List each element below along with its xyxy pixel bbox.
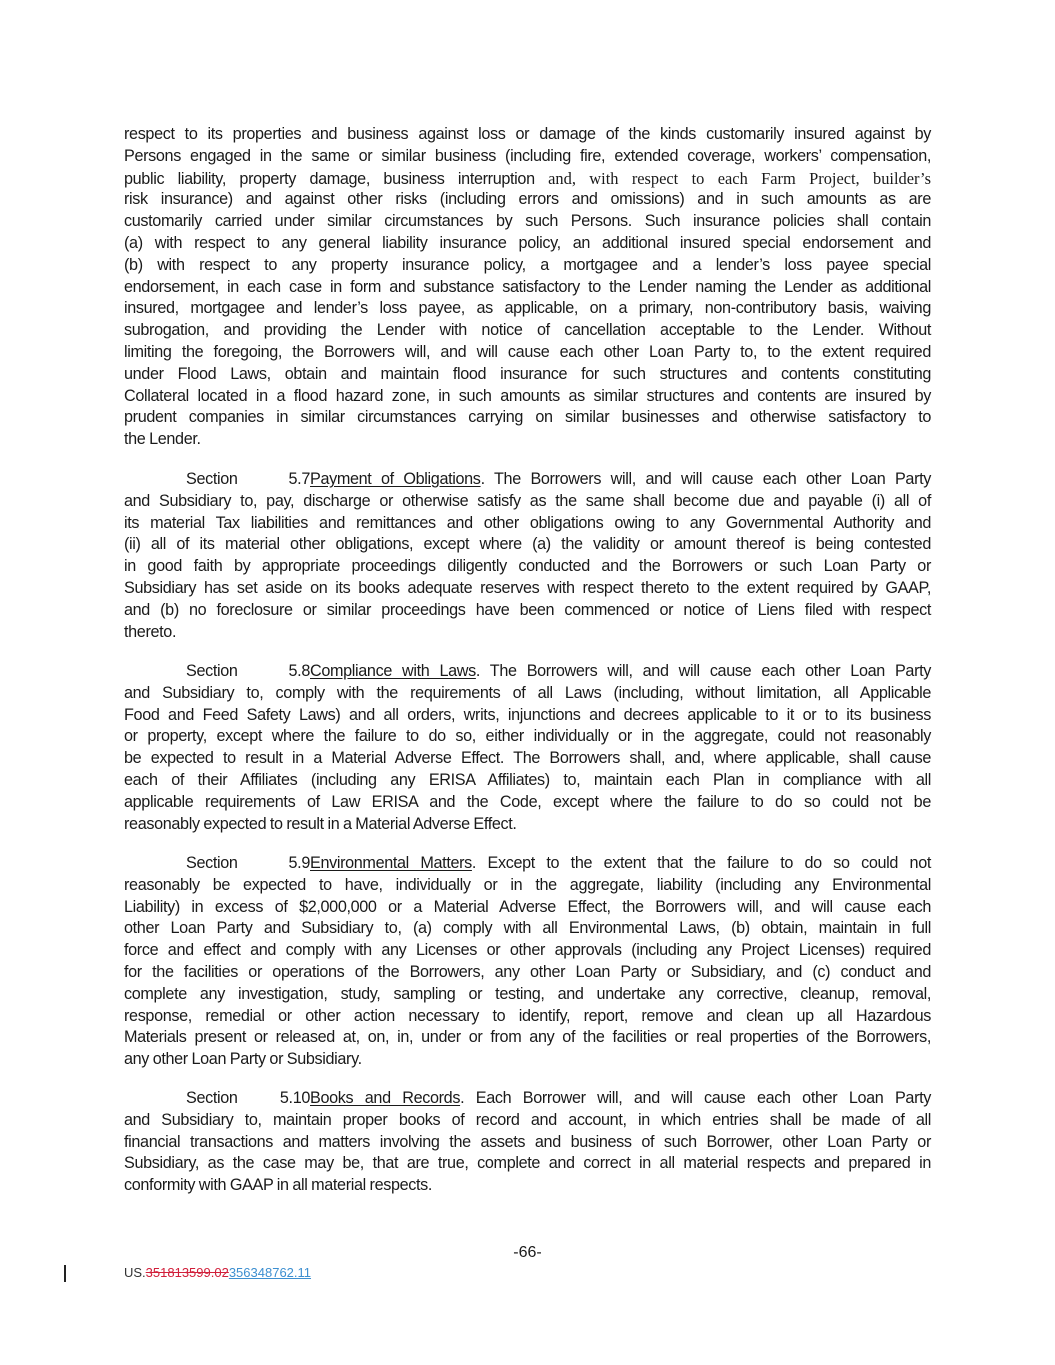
- text-line: Liability) in excess of $2,000,000 or a Material Adverse Effect, the Borrowers will, and will cause each: [124, 897, 931, 916]
- paragraph-insurance-continuation: [124, 124, 931, 451]
- text-line: force and effect and comply with any Licenses or other approvals (including any Project Licenses) required: [124, 941, 931, 960]
- text-line: financial transactions and matters involving the assets and business of such Borrower, other Loan Party or: [124, 1132, 931, 1151]
- section-number: Section 5.8: [186, 662, 310, 680]
- text-line: customarily carried under similar circumstances by such Persons. Such insurance policies shall contain: [124, 212, 931, 231]
- section-first-line: [124, 853, 931, 875]
- text-line: Food and Feed Safety Laws) and all orders, writs, injunctions and decrees applicable to it or to its business: [124, 705, 931, 724]
- section-first-line: [124, 661, 931, 683]
- text-line: insured, mortgagee and lender’s loss payee, as applicable, on a primary, non-contributory basis, waiving: [124, 299, 931, 318]
- text-line: or property, except where the failure to do so, either individually or in the aggregate, could not reasonably: [124, 727, 931, 746]
- section-number: Section 5.9: [186, 854, 310, 872]
- text-segment: public liability, property damage, business interruption: [124, 169, 549, 188]
- text-line: be expected to result in a Material Adverse Effect. The Borrowers shall, and, where applicable, shall cause: [124, 749, 931, 768]
- section-first-line: [124, 469, 931, 491]
- text-line: other Loan Party and Subsidiary to, (a) comply with all Environmental Laws, (b) obtain, maintain in full: [124, 919, 931, 938]
- document-id-prefix: US.: [124, 1265, 146, 1280]
- text-line: (a) with respect to any general liability insurance policy, an additional insured special endorsement and: [124, 233, 931, 252]
- section-5-9: [124, 853, 931, 1071]
- document-id-deleted: 351813599.02: [145, 1265, 229, 1280]
- section-5-7: [124, 469, 931, 643]
- document-id: [124, 1265, 311, 1280]
- text-line: and Subsidiary to, comply with the requirements of all Laws (including, without limitation, all Applicable: [124, 683, 931, 702]
- text-line: Subsidiary, as the case may be, that are true, complete and correct in all material respects and prepared in: [124, 1154, 931, 1173]
- text-line: prudent companies in similar circumstances carrying on similar businesses and otherwise satisfactory to: [124, 408, 931, 427]
- text-line: complete any investigation, study, sampling or testing, and undertake any corrective, cleanup, removal,: [124, 984, 931, 1003]
- section-first-line: [124, 1088, 931, 1110]
- text-line: respect to its properties and business against loss or damage of the kinds customarily insured against by: [124, 125, 931, 143]
- text-line: any other Loan Party or Subsidiary.: [124, 1050, 362, 1069]
- text-line: and (b) no foreclosure or similar proceedings have been commenced or notice of Liens filed with respect: [124, 600, 931, 619]
- text-line: (ii) all of its material other obligations, except where (a) the validity or amount thereof is being contested: [124, 535, 931, 554]
- text-line: (b) with respect to any property insurance policy, a mortgagee and a lender’s loss payee special: [124, 255, 931, 274]
- section-text: . Except to the extent that the failure to do so could not: [471, 854, 931, 872]
- section-heading: Books and Records: [310, 1089, 461, 1107]
- document-id-inserted: 356348762.11: [228, 1265, 312, 1280]
- text-line: subrogation, and providing the Lender with notice of cancellation acceptable to the Lender. Without: [124, 321, 931, 340]
- section-5-10: [124, 1088, 931, 1197]
- text-line: reasonably expected to result in a Material Adverse Effect.: [124, 814, 517, 833]
- text-line: and Subsidiary to, maintain proper books of record and account, in which entries shall be made of all: [124, 1110, 931, 1129]
- section-heading: Compliance with Laws: [310, 662, 476, 680]
- text-line: under Flood Laws, obtain and maintain flood insurance for such structures and contents constituting: [124, 364, 931, 383]
- section-5-8: [124, 661, 931, 835]
- section-number: Section 5.7: [186, 470, 310, 488]
- text-line: each of their Affiliates (including any ERISA Affiliates) to, maintain each Plan in compliance with all: [124, 770, 931, 789]
- text-line: risk insurance) and against other risks (including errors and omissions) and in such amounts as are: [124, 190, 931, 209]
- text-line: conformity with GAAP in all material respects.: [124, 1176, 433, 1195]
- text-line: in good faith by appropriate proceedings diligently conducted and the Borrowers or such Loan Party or: [124, 557, 931, 576]
- page-number: -66-: [513, 1244, 542, 1261]
- text-line: Materials present or released at, on, in, under or from any of the facilities or real properties of the Borrowers,: [124, 1028, 931, 1047]
- text-line: Persons engaged in the same or similar business (including fire, extended coverage, workers’ compensation,: [124, 146, 931, 165]
- text-line: the Lender.: [124, 430, 201, 449]
- section-text: . Each Borrower will, and will cause each other Loan Party: [460, 1089, 931, 1107]
- text-line: response, remedial or other action necessary to identify, report, remove and clean up all Hazardous: [124, 1006, 931, 1025]
- text-line: limiting the foregoing, the Borrowers will, and will cause each other Loan Party to, to the extent required: [124, 342, 931, 361]
- change-bar: [64, 1265, 66, 1282]
- text-line: its material Tax liabilities and remittances and other obligations owing to any Governmental Authority and: [124, 513, 931, 532]
- text-line: [124, 168, 931, 190]
- text-line: applicable requirements of Law ERISA and the Code, except where the failure to do so could not be: [124, 792, 931, 811]
- text-line: and Subsidiary to, pay, discharge or otherwise satisfy as the same shall become due and payable (i) all of: [124, 491, 931, 510]
- inserted-text-segment: and, with respect to each Farm Project, builder’s: [548, 168, 931, 188]
- section-heading: Environmental Matters: [310, 854, 472, 872]
- text-line: Subsidiary has set aside on its books adequate reserves with respect thereto to the extent required by GAAP,: [124, 578, 931, 597]
- section-number: Section 5.10: [186, 1089, 310, 1107]
- text-line: for the facilities or operations of the Borrowers, any other Loan Party or Subsidiary, and (c) conduct and: [124, 962, 931, 981]
- section-text: . The Borrowers will, and will cause each other Loan Party: [475, 662, 931, 680]
- text-line: thereto.: [124, 622, 177, 641]
- section-text: . The Borrowers will, and will cause each other Loan Party: [480, 470, 931, 488]
- text-line: Collateral located in a flood hazard zone, in such amounts as similar structures and contents are insured by: [124, 386, 931, 405]
- text-line: reasonably be expected to have, individually or in the aggregate, liability (including any Environmental: [124, 875, 931, 894]
- text-line: endorsement, in each case in form and substance satisfactory to the Lender naming the Lender as additional: [124, 277, 931, 296]
- section-heading: Payment of Obligations: [310, 470, 481, 488]
